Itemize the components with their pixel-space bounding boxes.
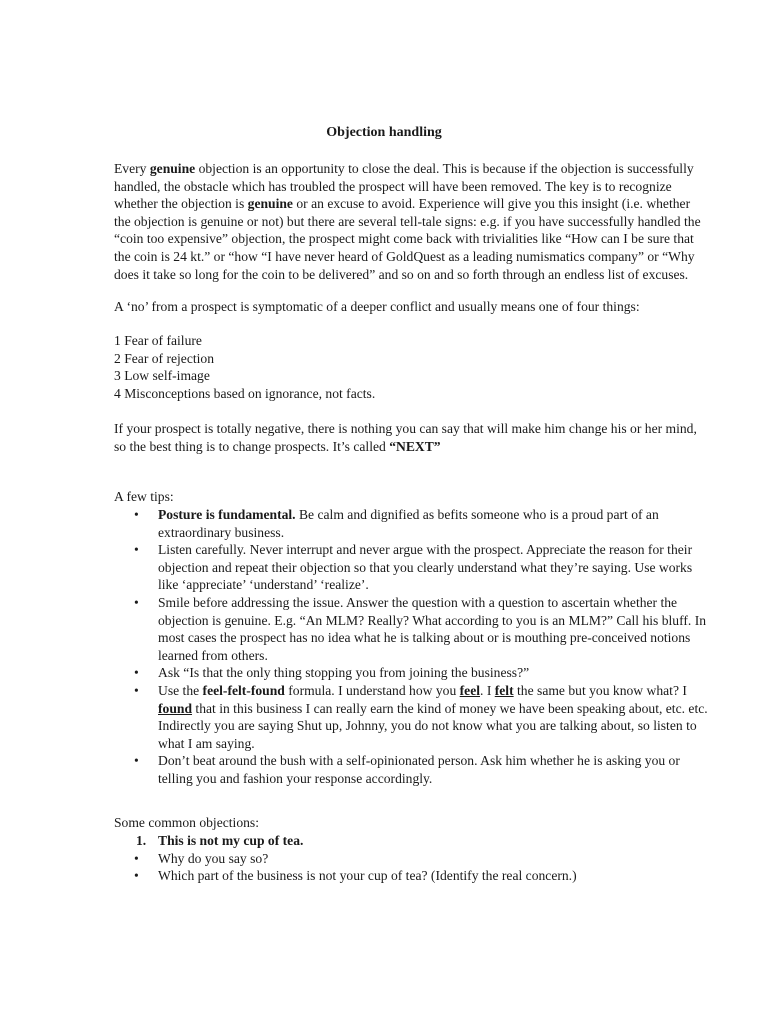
bullet-icon: • (134, 753, 139, 769)
tip-emphasis-underlined: felt (494, 682, 514, 698)
tip-text: Indirectly you are saying Shut up, Johnny, you do not know what you are talking about, so listen to (158, 718, 697, 734)
reasons-list (114, 332, 764, 402)
intro-emphasis: genuine (247, 196, 293, 212)
tip-emphasis-underlined: found (158, 700, 193, 716)
tip-text: Smile before addressing the issue. Answer the question with a question to ascertain whether the (158, 594, 678, 610)
tip-text: what I am saying. (158, 735, 255, 751)
intro-line: the objection is genuine or not) but there are several tell-tale signs: e.g. if you have successfully handled the (114, 213, 701, 229)
tip-emphasis: feel-felt-found (202, 682, 285, 698)
reason-item: 1 Fear of failure (114, 333, 202, 348)
tip-text: objection and repeat their objection so that you clearly understand what they’re saying. Use works (158, 559, 693, 575)
objection-item (114, 832, 766, 850)
intro-text: whether the objection is (114, 196, 248, 212)
tip-text: Don’t beat around the bush with a self-opinionated person. Ask him whether he is asking you or (158, 753, 680, 769)
bullet-icon: • (134, 868, 139, 884)
tips-heading: A few tips: (114, 489, 174, 504)
bullet-icon: • (134, 507, 139, 522)
document-title: Objection handling (326, 125, 442, 140)
tip-item (114, 664, 766, 682)
tip-text: Ask “Is that the only thing stopping you from joining the business?” (158, 665, 530, 681)
bullet-icon: • (134, 542, 139, 558)
intro-text: Every (114, 161, 150, 176)
negative-paragraph (114, 420, 764, 455)
tip-emphasis-underlined: feel (459, 682, 481, 698)
tip-text: the same but you know what? I (513, 682, 687, 698)
reason-item: 4 Misconceptions based on ignorance, not facts. (114, 385, 376, 401)
no-paragraph: A ‘no’ from a prospect is symptomatic of a deeper conflict and usually means one of four things: (114, 299, 640, 314)
reason-item: 2 Fear of rejection (114, 350, 215, 366)
intro-text: or an excuse to avoid. Experience will give you this insight (i.e. whether (292, 196, 691, 212)
tip-text: learned from others. (158, 647, 268, 663)
intro-line: the coin is 24 kt.” or “how “I have never heard of GoldQuest as a leading numismatics company” or “Why (114, 248, 695, 264)
intro-line: does it take so long for the coin to be delivered” and so on and so forth through an endless list of excuses. (114, 266, 689, 282)
intro-emphasis: genuine (149, 161, 196, 176)
tip-item (114, 541, 766, 594)
tip-text: that in this business I can really earn the kind of money we have been speaking about, etc. etc. (192, 700, 708, 716)
objection-response (114, 850, 766, 868)
negative-line: If your prospect is totally negative, there is nothing you can say that will make him change his or her mind, (114, 421, 697, 436)
tip-text: objection is genuine. E.g. “An MLM? Really? What according to you is an MLM?” Call his bluff. In (158, 612, 707, 628)
intro-text: objection is an opportunity to close the deal. This is because if the objection is successfully (195, 161, 694, 176)
tip-text: Listen carefully. Never interrupt and never argue with the prospect. Appreciate the reason for their (158, 542, 693, 558)
tip-text: Use the (158, 682, 203, 698)
bullet-icon: • (134, 665, 139, 681)
intro-line: handled, the obstacle which has troubled the prospect will have been removed. The key is to recognize (114, 178, 672, 194)
objection-response (114, 867, 766, 885)
objection-number: 1. (136, 833, 147, 848)
common-objections-list (114, 832, 766, 885)
reason-item: 3 Low self-image (114, 368, 210, 384)
tip-text: formula. I understand how you (284, 682, 460, 698)
tip-text: like ‘appreciate’ ‘understand’ ‘realize’. (158, 577, 369, 593)
intro-line: “coin too expensive” objection, the prospect might come back with trivialities like “How can I be sure that (114, 231, 694, 247)
tip-text: extraordinary business. (158, 524, 285, 540)
tip-item (114, 594, 766, 664)
tip-text: . I (480, 682, 495, 698)
tips-list (114, 506, 766, 788)
tip-text: telling you and fashion your response accordingly. (158, 770, 433, 786)
response-text: Which part of the business is not your cup of tea? (Identify the real concern.) (158, 868, 577, 884)
response-text: Why do you say so? (158, 850, 269, 866)
tip-item (114, 682, 766, 752)
bullet-icon: • (134, 682, 139, 698)
tip-text: Be calm and dignified as befits someone who is a proud part of an (295, 507, 659, 522)
common-objections-heading: Some common objections: (114, 815, 259, 830)
tip-emphasis: Posture is fundamental. (158, 507, 296, 522)
objection-heading: This is not my cup of tea. (158, 833, 304, 848)
negative-text: so the best thing is to change prospects. It’s called (114, 438, 390, 454)
bullet-icon: • (134, 850, 139, 866)
bullet-icon: • (134, 594, 139, 610)
intro-paragraph (114, 160, 764, 283)
tip-text: most cases the prospect has no idea what he is talking about or is mouthing pre-conceived notions (158, 630, 691, 646)
next-emphasis: “NEXT” (389, 438, 441, 454)
tip-item (114, 506, 766, 541)
tip-item (114, 752, 766, 787)
